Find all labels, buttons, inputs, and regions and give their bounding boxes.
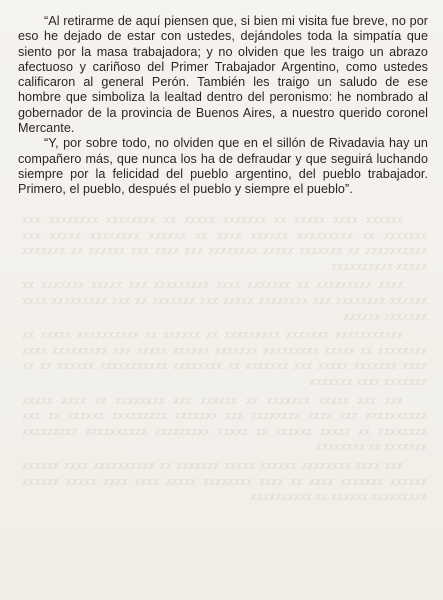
- speech-text-block: [18, 14, 428, 198]
- paragraph: “Y, por sobre todo, no olviden que en el sillón de Rivadavia hay un compañero más, que nunca los ha de defraudar y que seguirá luchando siempre por la felicidad del pueblo argentino, del pueblo trabajador. Primero, el pueblo, después el pueblo y siempre el pueblo”.: [18, 136, 428, 197]
- show-through-text: xxxxxx xxxx xxxxx xx xxxxxxx xxxxx xx xxxxxxxx xxxxxxxx xxx xxxxxxx xx xxxxxxxxx xxxxxx xxxx xx xxxxxx xxxxxxxx xxxxx xxx xxxxxxxxxx xx xxxxxxx xxxxx xxxxxxxx xxx xxxx xxx xxxxxx xx xxxxxxx xxxxx xxxxxxxxxx xxxx xxxxxxxxx xx xxxxxxx xxxx xxxxxxxxx xxx xxxxx xxxxxxx xx xxxxxx xxxxxxxx xxx xxxxxxxx xxxxx xxx xxxxxxx xx xxx xxxxxxxxx xxxx xxxxxxx xxxxxx xxxxxxxxxxx xxxxxxx xxxxxxxxx xx xxxxxx xx xxxxxxxxxx xxxxx xx xxxxxxxx xx xxxxx xxxxxxxxx xxxxxxx xxxxxx xxxxx xxx xxxxxxxxx xxxx xxxx xxxxxxx xxxxx xxx xxxxxxx xx xxxxxxxx xxxxxxxxxxx xxxxxx xx xx xxxxxxx xxxx xxxxxxx xxx xxx xxxxx xxxxxxx xx xxxxxx xxx xxxxxxxx xx xxxx xxxxx xxxxxxxxxx xxx xxxx xxxxxxxx xxx xxxxxxx xxxxxxxxx xxxxxx xx xxx xxxxxxxx xx xxxxx xxxxxx xx xxxxx xxxxxxxxx xxxxxxxxxx xxxxxxxxx xxxxxxx xx xxxxxxxx xxx xxxx xxxxxxxx xxxxxx xxxxx xxxxxxx xx xxxxxxxxxx xxxx xxxxxx xxxxxx xxxxxxx xxxx xx xxxx xxxxxxxx xxxxx xxxx xxxx xxxxx xxxxxx xxxxxxxxx xxxxxx xx xxxxxxxxxx: [22, 212, 427, 504]
- paragraph: “Al retirarme de aquí piensen que, si bien mi visita fue breve, no por eso he dejado de estar con ustedes, dejándoles toda la simpatía que siento por la masa trabajadora; y no olviden que les traigo un abrazo afectuoso y cariñoso del Primer Trabajador Argentino, como ustedes calificaron al general Perón. También les traigo un saludo de ese hombre que simboliza la lealtad dentro del peronismo: he nombrado al gobernador de la provincia de Buenos Aires, a nuestro querido coronel Mercante.: [18, 14, 428, 136]
